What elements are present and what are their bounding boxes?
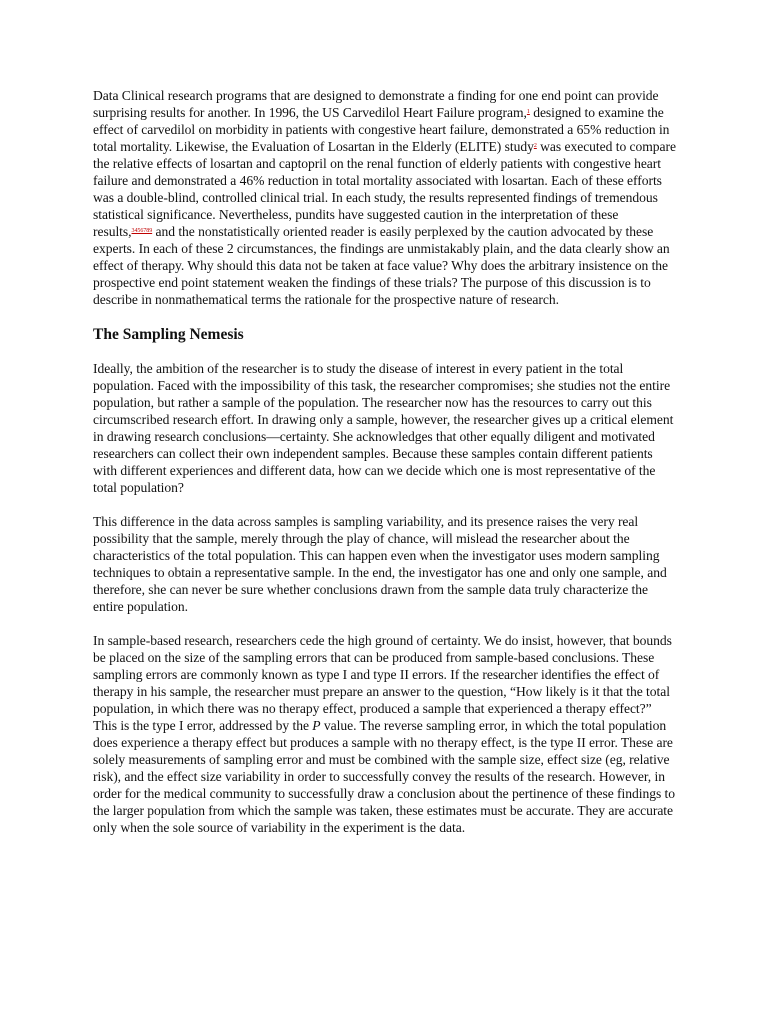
p-value-symbol: P [312,718,321,733]
intro-text-2: designed to examine the effect of carvedilol on morbidity in patients with congestive heart failure, demonstrated a 65% reduction in total mortality. Likewise, the Evaluation of Losartan in the Elderly (ELITE) study [93,105,670,154]
intro-text-4: and the nonstatistically oriented reader is easily perplexed by the caution advocated by these experts. In each of these 2 circumstances, the findings are unmistakably plain, and the data clearly show an effect of therapy. Why should this data not be taken at face value? Why does the arbitrary insistence on the prospective end point statement weaken the findings of these trials? The purpose of this discussion is to describe in nonmathematical terms the rationale for the prospective nature of research. [93,224,670,307]
reference-link-3[interactable]: 3456789 [131,228,153,234]
document-page [93,87,677,836]
reference-link-1[interactable]: 1 [526,109,530,115]
intro-paragraph [93,87,677,308]
reference-link-2[interactable]: 2 [533,143,537,149]
intro-text-3: was executed to compare the relative effects of losartan and captopril on the renal function of elderly patients with congestive heart failure and demonstrated a 46% reduction in total mortality associated with losartan. Each of these efforts was a double-blind, controlled clinical trial. In each study, the results represented findings of tremendous statistical significance. Nevertheless, pundits have suggested caution in the interpretation of these results, [93,139,677,239]
sampling-paragraph: Ideally, the ambition of the researcher is to study the disease of interest in every patient in the total population. Faced with the impossibility of this task, the researcher compromises; she studies not the entire population, but rather a sample of the population. The researcher now has the resources to carry out this circumscribed research effort. In drawing only a sample, however, the researcher gives up a critical element in drawing research conclusions—certainty. She acknowledges that other equally diligent and motivated researchers can collect their own independent samples. Because these samples contain different patients with different experiences and different data, how can we decide which one is most representative of the total population? [93,361,674,495]
variability-paragraph: This difference in the data across samples is sampling variability, and its presence raises the very real possibility that the sample, merely through the play of chance, will mislead the researcher about the characteristics of the total population. This can happen even when the investigator uses modern sampling techniques to obtain a representative sample. In the end, the investigator has one and only one sample, and therefore, she can never be sure whether conclusions drawn from the sample data truly characterize the entire population. [93,514,667,614]
errors-text-1: In sample-based research, researchers cede the high ground of certainty. We do insist, however, that bounds be placed on the size of the sampling errors that can be produced from sample-based conclusions. These sampling errors are commonly known as type I and type II errors. If the researcher identifies the effect of therapy in his sample, the researcher must prepare an answer to the question, “How likely is it that the total population, in which there was no therapy effect, produced a sample that experienced a therapy effect?” This is the type I error, addressed by the [93,633,672,733]
intro-text-1: Data Clinical research programs that are designed to demonstrate a finding for one end point can provide surprising results for another. In 1996, the US Carvedilol Heart Failure program, [93,88,659,120]
section-heading: The Sampling Nemesis [93,326,244,343]
errors-paragraph [93,632,677,836]
errors-text-2: value. The reverse sampling error, in which the total population does experience a therapy effect but produces a sample with no therapy effect, is the type II error. These are solely measurements of sampling error and must be combined with the sample size, effect size (eg, relative risk), and the effect size variability in order to successfully convey the results of the research. However, in order for the medical community to successfully draw a conclusion about the pertinence of these findings to the larger population from which the sample was taken, these estimates must be accurate. They are accurate only when the sole source of variability in the experiment is the data. [93,718,676,835]
